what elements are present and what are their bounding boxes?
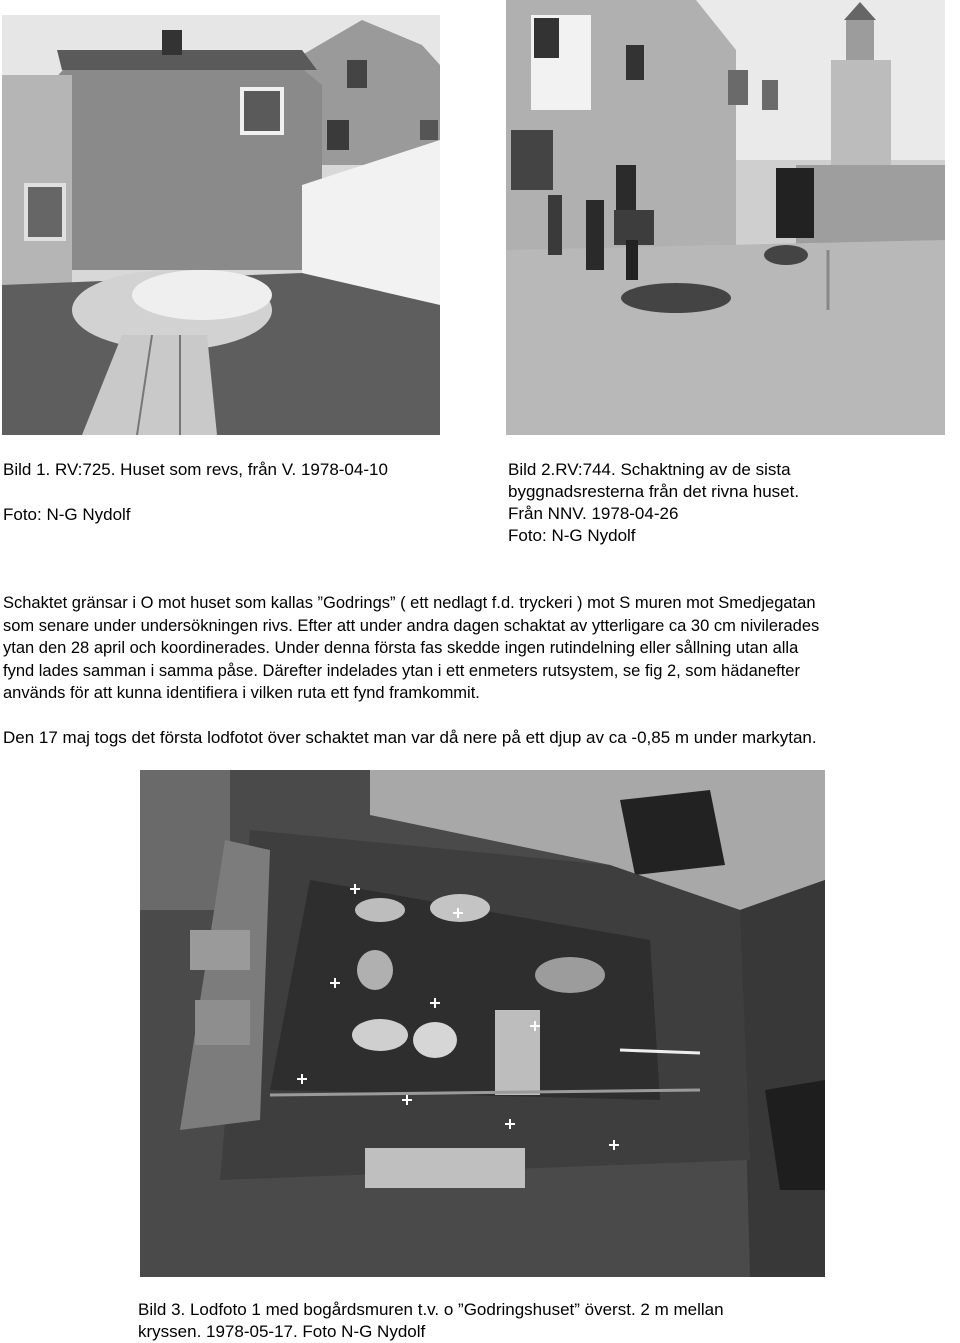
paragraph-line: Schaktet gränsar i O mot huset som kallas ”Godrings” ( ett nedlagt f.d. tryckeri ) mot S muren mot Smedjegatan	[3, 594, 816, 612]
paragraph-line: som senare under undersökningen rivs. Efter att under andra dagen schaktat av ytterligare ca 30 cm nivilerades	[3, 616, 820, 635]
photo-2-excavation	[506, 0, 945, 435]
paragraph-line: fynd lades samman i samma påse. Därefter indelades ytan i ett enmeters rutsystem, se fig 2, som hädanefter	[3, 661, 800, 680]
photo-3-caption	[138, 1299, 724, 1343]
body-paragraph-1	[3, 592, 959, 705]
photo-3-aerial	[140, 770, 825, 1277]
photo-2-caption-line: byggnadsresterna från det rivna huset.	[508, 482, 800, 501]
body-paragraph-2	[3, 727, 959, 750]
paragraph-line: används för att kunna identifiera i vilken ruta ett fynd framkommit.	[3, 684, 480, 702]
photo-2-caption-line: Från NNV. 1978-04-26	[508, 504, 679, 523]
photo-1-caption-line	[3, 481, 388, 503]
photo-1-house	[2, 15, 440, 435]
photo-3-caption-line: Bild 3. Lodfoto 1 med bogårdsmuren t.v. o ”Godringshuset” överst. 2 m mellan	[138, 1300, 724, 1319]
paragraph-line: Den 17 maj togs det första lodfotot över schaktet man var då nere på ett djup av ca -0,85 m under markytan.	[3, 728, 817, 747]
photo-2-caption-line: Bild 2.RV:744. Schaktning av de sista	[508, 460, 791, 479]
photo-1-caption-line: Foto: N-G Nydolf	[3, 505, 131, 524]
photo-1-caption	[3, 459, 388, 526]
photo-2-caption-line: Foto: N-G Nydolf	[508, 526, 636, 545]
paragraph-line: ytan den 28 april och koordinerades. Under denna första fas skedde ingen rutindelning eller sållning utan alla	[3, 639, 799, 657]
photo-3-caption-line: kryssen. 1978-05-17. Foto N-G Nydolf	[138, 1322, 426, 1341]
photo-2-caption	[508, 459, 799, 547]
photo-1-caption-line: Bild 1. RV:725. Huset som revs, från V. 1978-04-10	[3, 460, 388, 479]
